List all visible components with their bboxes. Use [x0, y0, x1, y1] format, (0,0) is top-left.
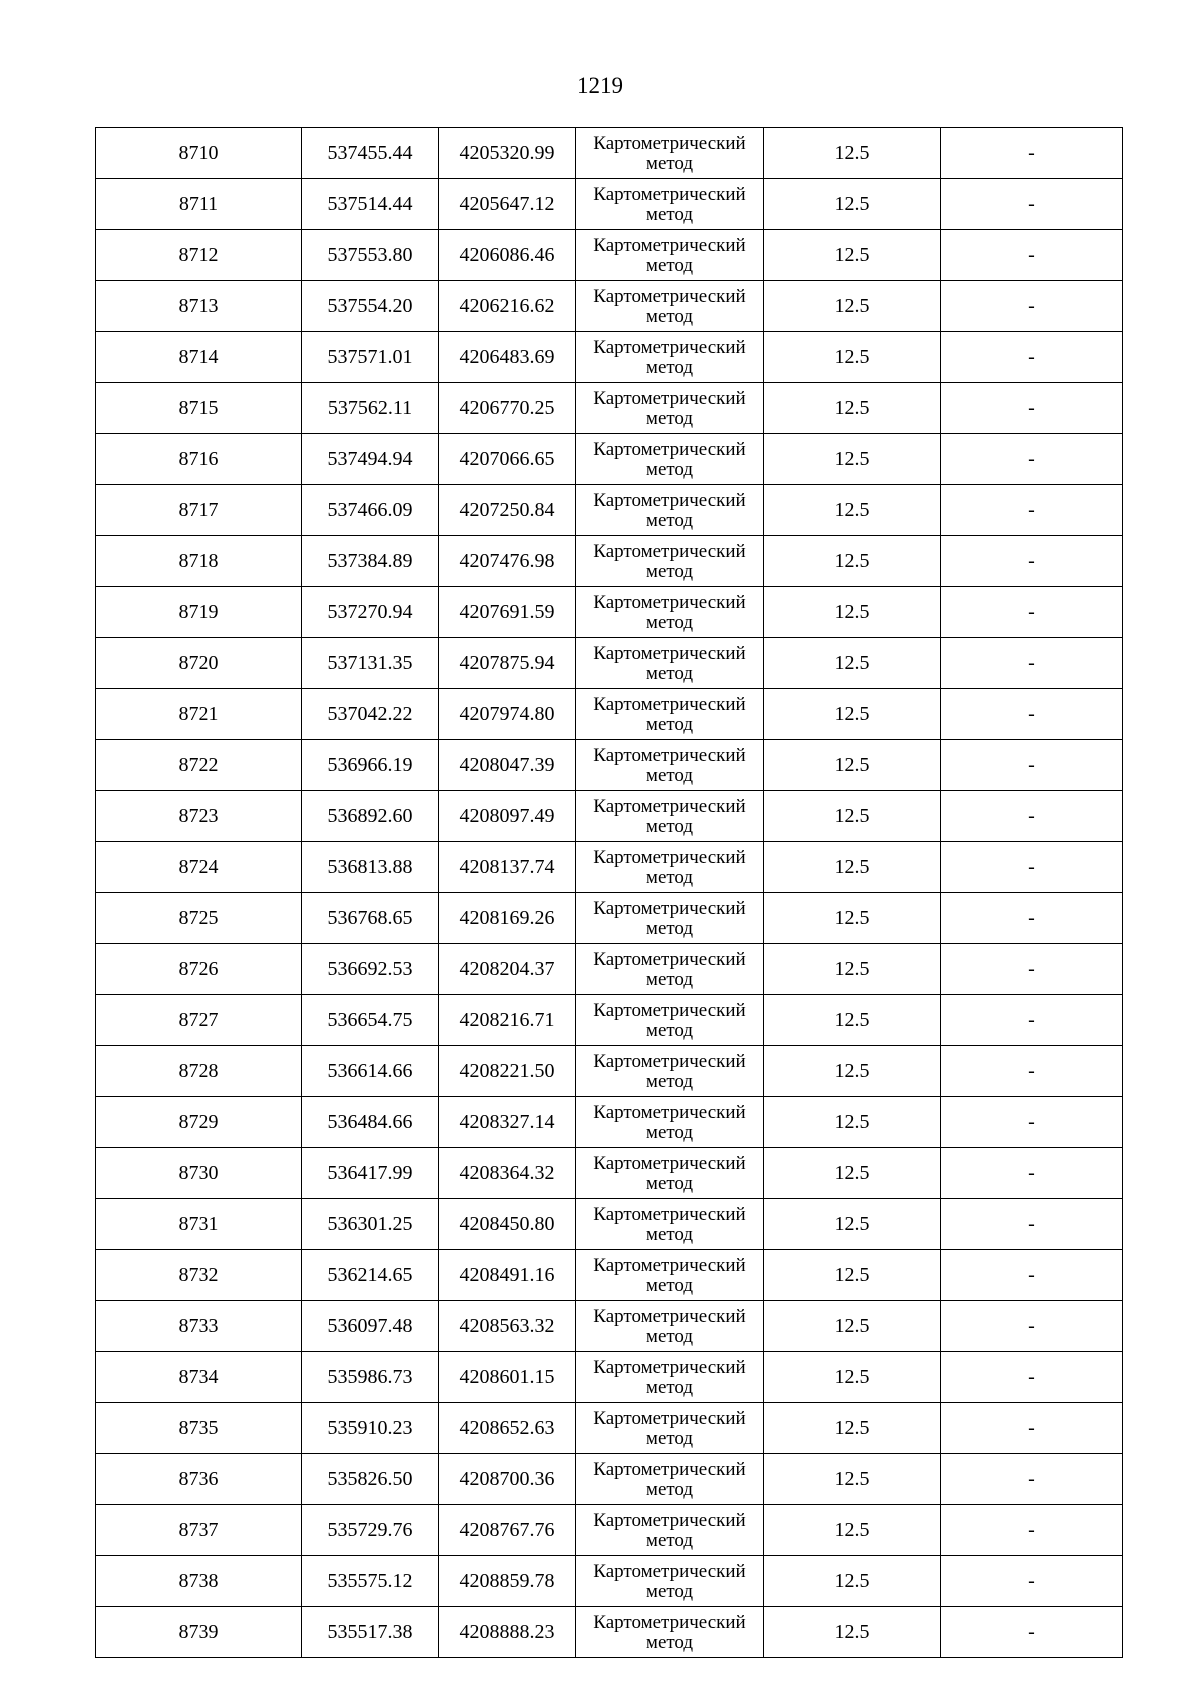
point-number-cell: 8730: [96, 1148, 302, 1199]
y-coordinate-cell: 4206216.62: [439, 281, 576, 332]
page-number: 1219: [577, 73, 623, 98]
note-cell: -: [941, 434, 1123, 485]
y-coordinate-cell: 4205320.99: [439, 128, 576, 179]
x-coordinate-cell: 537562.11: [302, 383, 439, 434]
x-coordinate-cell: 535517.38: [302, 1607, 439, 1658]
y-coordinate-cell: 4207875.94: [439, 638, 576, 689]
method-cell: Картометрический метод: [576, 893, 764, 944]
note-cell: -: [941, 1352, 1123, 1403]
table-row: [96, 179, 1123, 230]
method-cell: Картометрический метод: [576, 281, 764, 332]
y-coordinate-cell: 4206770.25: [439, 383, 576, 434]
accuracy-cell: 12.5: [764, 893, 941, 944]
table-row: [96, 230, 1123, 281]
point-number-cell: 8721: [96, 689, 302, 740]
accuracy-cell: 12.5: [764, 689, 941, 740]
x-coordinate-cell: 537270.94: [302, 587, 439, 638]
point-number-cell: 8733: [96, 1301, 302, 1352]
note-cell: -: [941, 587, 1123, 638]
x-coordinate-cell: 536484.66: [302, 1097, 439, 1148]
y-coordinate-cell: 4208767.76: [439, 1505, 576, 1556]
point-number-cell: 8734: [96, 1352, 302, 1403]
note-cell: -: [941, 179, 1123, 230]
point-number-cell: 8717: [96, 485, 302, 536]
note-cell: -: [941, 1199, 1123, 1250]
y-coordinate-cell: 4207066.65: [439, 434, 576, 485]
note-cell: -: [941, 1250, 1123, 1301]
x-coordinate-cell: 535986.73: [302, 1352, 439, 1403]
y-coordinate-cell: 4208859.78: [439, 1556, 576, 1607]
accuracy-cell: 12.5: [764, 1454, 941, 1505]
point-number-cell: 8738: [96, 1556, 302, 1607]
table-row: [96, 1097, 1123, 1148]
note-cell: -: [941, 1403, 1123, 1454]
accuracy-cell: 12.5: [764, 842, 941, 893]
x-coordinate-cell: 536097.48: [302, 1301, 439, 1352]
table-row: [96, 1607, 1123, 1658]
accuracy-cell: 12.5: [764, 230, 941, 281]
note-cell: -: [941, 230, 1123, 281]
note-cell: -: [941, 893, 1123, 944]
method-cell: Картометрический метод: [576, 1148, 764, 1199]
method-cell: Картометрический метод: [576, 434, 764, 485]
point-number-cell: 8724: [96, 842, 302, 893]
y-coordinate-cell: 4208204.37: [439, 944, 576, 995]
accuracy-cell: 12.5: [764, 1352, 941, 1403]
y-coordinate-cell: 4208601.15: [439, 1352, 576, 1403]
accuracy-cell: 12.5: [764, 1250, 941, 1301]
accuracy-cell: 12.5: [764, 383, 941, 434]
table-row: [96, 536, 1123, 587]
x-coordinate-cell: 536417.99: [302, 1148, 439, 1199]
note-cell: -: [941, 638, 1123, 689]
y-coordinate-cell: 4206086.46: [439, 230, 576, 281]
accuracy-cell: 12.5: [764, 1097, 941, 1148]
accuracy-cell: 12.5: [764, 1148, 941, 1199]
accuracy-cell: 12.5: [764, 332, 941, 383]
x-coordinate-cell: 536768.65: [302, 893, 439, 944]
method-cell: Картометрический метод: [576, 842, 764, 893]
x-coordinate-cell: 536813.88: [302, 842, 439, 893]
y-coordinate-cell: 4208097.49: [439, 791, 576, 842]
x-coordinate-cell: 537494.94: [302, 434, 439, 485]
point-number-cell: 8727: [96, 995, 302, 1046]
table-row: [96, 791, 1123, 842]
point-number-cell: 8715: [96, 383, 302, 434]
point-number-cell: 8710: [96, 128, 302, 179]
x-coordinate-cell: 536966.19: [302, 740, 439, 791]
note-cell: -: [941, 281, 1123, 332]
point-number-cell: 8723: [96, 791, 302, 842]
y-coordinate-cell: 4208888.23: [439, 1607, 576, 1658]
x-coordinate-cell: 537042.22: [302, 689, 439, 740]
accuracy-cell: 12.5: [764, 995, 941, 1046]
accuracy-cell: 12.5: [764, 791, 941, 842]
note-cell: -: [941, 1556, 1123, 1607]
method-cell: Картометрический метод: [576, 1403, 764, 1454]
point-number-cell: 8720: [96, 638, 302, 689]
x-coordinate-cell: 535575.12: [302, 1556, 439, 1607]
x-coordinate-cell: 535729.76: [302, 1505, 439, 1556]
table-body: [96, 128, 1123, 1658]
table-row: [96, 893, 1123, 944]
point-number-cell: 8739: [96, 1607, 302, 1658]
y-coordinate-cell: 4207476.98: [439, 536, 576, 587]
x-coordinate-cell: 537514.44: [302, 179, 439, 230]
accuracy-cell: 12.5: [764, 740, 941, 791]
point-number-cell: 8712: [96, 230, 302, 281]
accuracy-cell: 12.5: [764, 1505, 941, 1556]
method-cell: Картометрический метод: [576, 332, 764, 383]
accuracy-cell: 12.5: [764, 434, 941, 485]
table-row: [96, 638, 1123, 689]
x-coordinate-cell: 537553.80: [302, 230, 439, 281]
table-row: [96, 689, 1123, 740]
point-number-cell: 8713: [96, 281, 302, 332]
point-number-cell: 8736: [96, 1454, 302, 1505]
y-coordinate-cell: 4208216.71: [439, 995, 576, 1046]
y-coordinate-cell: 4208491.16: [439, 1250, 576, 1301]
x-coordinate-cell: 535826.50: [302, 1454, 439, 1505]
method-cell: Картометрический метод: [576, 689, 764, 740]
table-row: [96, 281, 1123, 332]
table-row: [96, 1199, 1123, 1250]
method-cell: Картометрический метод: [576, 536, 764, 587]
table-row: [96, 740, 1123, 791]
method-cell: Картометрический метод: [576, 1607, 764, 1658]
method-cell: Картометрический метод: [576, 485, 764, 536]
table-row: [96, 383, 1123, 434]
y-coordinate-cell: 4205647.12: [439, 179, 576, 230]
note-cell: -: [941, 128, 1123, 179]
method-cell: Картометрический метод: [576, 1352, 764, 1403]
x-coordinate-cell: 537466.09: [302, 485, 439, 536]
point-number-cell: 8714: [96, 332, 302, 383]
method-cell: Картометрический метод: [576, 179, 764, 230]
table-row: [96, 332, 1123, 383]
note-cell: -: [941, 1097, 1123, 1148]
method-cell: Картометрический метод: [576, 995, 764, 1046]
y-coordinate-cell: 4208169.26: [439, 893, 576, 944]
table-row: [96, 128, 1123, 179]
y-coordinate-cell: 4208652.63: [439, 1403, 576, 1454]
accuracy-cell: 12.5: [764, 179, 941, 230]
point-number-cell: 8735: [96, 1403, 302, 1454]
y-coordinate-cell: 4208563.32: [439, 1301, 576, 1352]
note-cell: -: [941, 1046, 1123, 1097]
note-cell: -: [941, 383, 1123, 434]
method-cell: Картометрический метод: [576, 1301, 764, 1352]
table-row: [96, 1250, 1123, 1301]
table-row: [96, 1046, 1123, 1097]
y-coordinate-cell: 4208327.14: [439, 1097, 576, 1148]
accuracy-cell: 12.5: [764, 1046, 941, 1097]
accuracy-cell: 12.5: [764, 128, 941, 179]
point-number-cell: 8716: [96, 434, 302, 485]
x-coordinate-cell: 536654.75: [302, 995, 439, 1046]
method-cell: Картометрический метод: [576, 1454, 764, 1505]
table-row: [96, 1148, 1123, 1199]
y-coordinate-cell: 4206483.69: [439, 332, 576, 383]
x-coordinate-cell: 537455.44: [302, 128, 439, 179]
x-coordinate-cell: 537554.20: [302, 281, 439, 332]
accuracy-cell: 12.5: [764, 1199, 941, 1250]
y-coordinate-cell: 4208700.36: [439, 1454, 576, 1505]
accuracy-cell: 12.5: [764, 1301, 941, 1352]
x-coordinate-cell: 537131.35: [302, 638, 439, 689]
y-coordinate-cell: 4207691.59: [439, 587, 576, 638]
note-cell: -: [941, 1505, 1123, 1556]
note-cell: -: [941, 791, 1123, 842]
point-number-cell: 8719: [96, 587, 302, 638]
method-cell: Картометрический метод: [576, 230, 764, 281]
accuracy-cell: 12.5: [764, 1556, 941, 1607]
method-cell: Картометрический метод: [576, 1199, 764, 1250]
note-cell: -: [941, 485, 1123, 536]
coordinates-table: [95, 127, 1123, 1658]
y-coordinate-cell: 4208221.50: [439, 1046, 576, 1097]
method-cell: Картометрический метод: [576, 587, 764, 638]
x-coordinate-cell: 537571.01: [302, 332, 439, 383]
accuracy-cell: 12.5: [764, 485, 941, 536]
point-number-cell: 8731: [96, 1199, 302, 1250]
table-row: [96, 587, 1123, 638]
table-row: [96, 434, 1123, 485]
note-cell: -: [941, 1454, 1123, 1505]
point-number-cell: 8732: [96, 1250, 302, 1301]
point-number-cell: 8729: [96, 1097, 302, 1148]
point-number-cell: 8737: [96, 1505, 302, 1556]
table-row: [96, 842, 1123, 893]
table-row: [96, 995, 1123, 1046]
table-row: [96, 1352, 1123, 1403]
accuracy-cell: 12.5: [764, 1607, 941, 1658]
point-number-cell: 8725: [96, 893, 302, 944]
accuracy-cell: 12.5: [764, 944, 941, 995]
y-coordinate-cell: 4207250.84: [439, 485, 576, 536]
point-number-cell: 8711: [96, 179, 302, 230]
x-coordinate-cell: 536892.60: [302, 791, 439, 842]
method-cell: Картометрический метод: [576, 1556, 764, 1607]
x-coordinate-cell: 537384.89: [302, 536, 439, 587]
note-cell: -: [941, 1148, 1123, 1199]
y-coordinate-cell: 4208047.39: [439, 740, 576, 791]
y-coordinate-cell: 4208450.80: [439, 1199, 576, 1250]
x-coordinate-cell: 536692.53: [302, 944, 439, 995]
note-cell: -: [941, 536, 1123, 587]
note-cell: -: [941, 689, 1123, 740]
point-number-cell: 8726: [96, 944, 302, 995]
point-number-cell: 8728: [96, 1046, 302, 1097]
note-cell: -: [941, 740, 1123, 791]
method-cell: Картометрический метод: [576, 1505, 764, 1556]
method-cell: Картометрический метод: [576, 791, 764, 842]
x-coordinate-cell: 536301.25: [302, 1199, 439, 1250]
note-cell: -: [941, 944, 1123, 995]
method-cell: Картометрический метод: [576, 1250, 764, 1301]
method-cell: Картометрический метод: [576, 944, 764, 995]
method-cell: Картометрический метод: [576, 1046, 764, 1097]
table-row: [96, 944, 1123, 995]
method-cell: Картометрический метод: [576, 638, 764, 689]
note-cell: -: [941, 332, 1123, 383]
accuracy-cell: 12.5: [764, 638, 941, 689]
x-coordinate-cell: 536614.66: [302, 1046, 439, 1097]
method-cell: Картометрический метод: [576, 740, 764, 791]
table-row: [96, 1301, 1123, 1352]
table-row: [96, 1454, 1123, 1505]
y-coordinate-cell: 4208137.74: [439, 842, 576, 893]
note-cell: -: [941, 842, 1123, 893]
y-coordinate-cell: 4208364.32: [439, 1148, 576, 1199]
method-cell: Картометрический метод: [576, 1097, 764, 1148]
table-row: [96, 485, 1123, 536]
y-coordinate-cell: 4207974.80: [439, 689, 576, 740]
note-cell: -: [941, 1301, 1123, 1352]
note-cell: -: [941, 1607, 1123, 1658]
table-row: [96, 1505, 1123, 1556]
accuracy-cell: 12.5: [764, 1403, 941, 1454]
point-number-cell: 8718: [96, 536, 302, 587]
accuracy-cell: 12.5: [764, 281, 941, 332]
x-coordinate-cell: 536214.65: [302, 1250, 439, 1301]
point-number-cell: 8722: [96, 740, 302, 791]
note-cell: -: [941, 995, 1123, 1046]
accuracy-cell: 12.5: [764, 536, 941, 587]
method-cell: Картометрический метод: [576, 383, 764, 434]
table-row: [96, 1556, 1123, 1607]
table-row: [96, 1403, 1123, 1454]
x-coordinate-cell: 535910.23: [302, 1403, 439, 1454]
accuracy-cell: 12.5: [764, 587, 941, 638]
method-cell: Картометрический метод: [576, 128, 764, 179]
